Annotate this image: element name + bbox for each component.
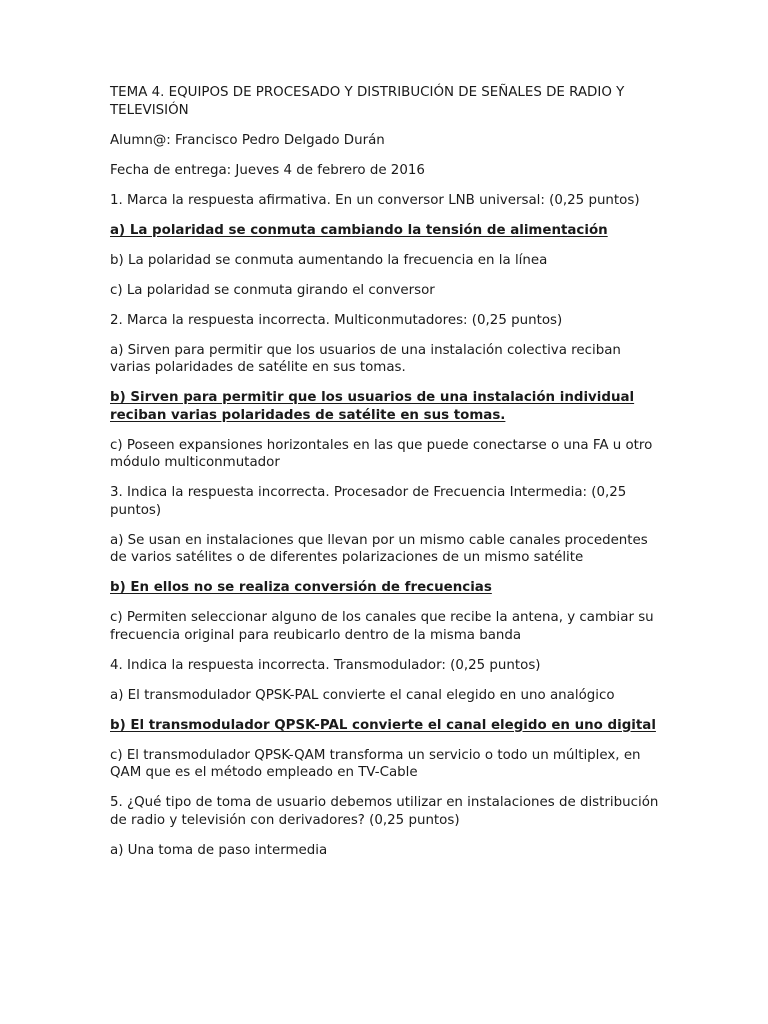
question-4-option-b-selected: b) El transmodulador QPSK-PAL convierte el canal elegido en uno digital [110, 717, 656, 733]
question-5: 5. ¿Qué tipo de toma de usuario debemos utilizar en instalaciones de distribución de radio y televisión con derivadores? (0,25 puntos) [110, 795, 659, 828]
title-line-2: TELEVISIÓN [110, 102, 189, 118]
question-1: 1. Marca la respuesta afirmativa. En un conversor LNB universal: (0,25 puntos) [110, 192, 640, 208]
question-4-option-c: c) El transmodulador QPSK-QAM transforma un servicio o todo un múltiplex, en QAM que es el método empleado en TV-Cable [110, 747, 641, 780]
question-4: 4. Indica la respuesta incorrecta. Transmodulador: (0,25 puntos) [110, 657, 541, 673]
student-name: Alumn@: Francisco Pedro Delgado Durán [110, 132, 385, 148]
due-date: Fecha de entrega: Jueves 4 de febrero de 2016 [110, 162, 425, 178]
question-2-option-a: a) Sirven para permitir que los usuarios de una instalación colectiva reciban varias polaridades de satélite en sus tomas. [110, 342, 621, 375]
question-3-option-c: c) Permiten seleccionar alguno de los canales que recibe la antena, y cambiar su frecuencia original para reubicarlo dentro de la misma banda [110, 610, 654, 643]
question-3-option-a: a) Se usan en instalaciones que llevan por un mismo cable canales procedentes de varios satélites o de diferentes polarizaciones de un mismo satélite [110, 532, 648, 565]
question-2-option-c: c) Poseen expansiones horizontales en las que puede conectarse o una FA u otro módulo multiconmutador [110, 437, 653, 470]
question-1-option-c: c) La polaridad se conmuta girando el conversor [110, 282, 435, 298]
question-1-option-a-selected: a) La polaridad se conmuta cambiando la tensión de alimentación [110, 222, 608, 238]
title-line-1: TEMA 4. EQUIPOS DE PROCESADO Y DISTRIBUCIÓN DE SEÑALES DE RADIO Y [110, 85, 625, 100]
question-3: 3. Indica la respuesta incorrecta. Procesador de Frecuencia Intermedia: (0,25 puntos) [110, 485, 627, 518]
document-title [110, 84, 662, 119]
question-3-option-b-selected: b) En ellos no se realiza conversión de frecuencias [110, 580, 492, 595]
question-4-option-a: a) El transmodulador QPSK-PAL convierte el canal elegido en uno analógico [110, 687, 615, 703]
question-1-option-b: b) La polaridad se conmuta aumentando la frecuencia en la línea [110, 252, 548, 268]
document-body [110, 84, 662, 872]
question-2: 2. Marca la respuesta incorrecta. Multiconmutadores: (0,25 puntos) [110, 312, 563, 328]
question-2-option-b-selected: b) Sirven para permitir que los usuarios de una instalación individual reciban varias polaridades de satélite en sus tomas. [110, 390, 635, 423]
question-5-option-a: a) Una toma de paso intermedia [110, 842, 328, 858]
